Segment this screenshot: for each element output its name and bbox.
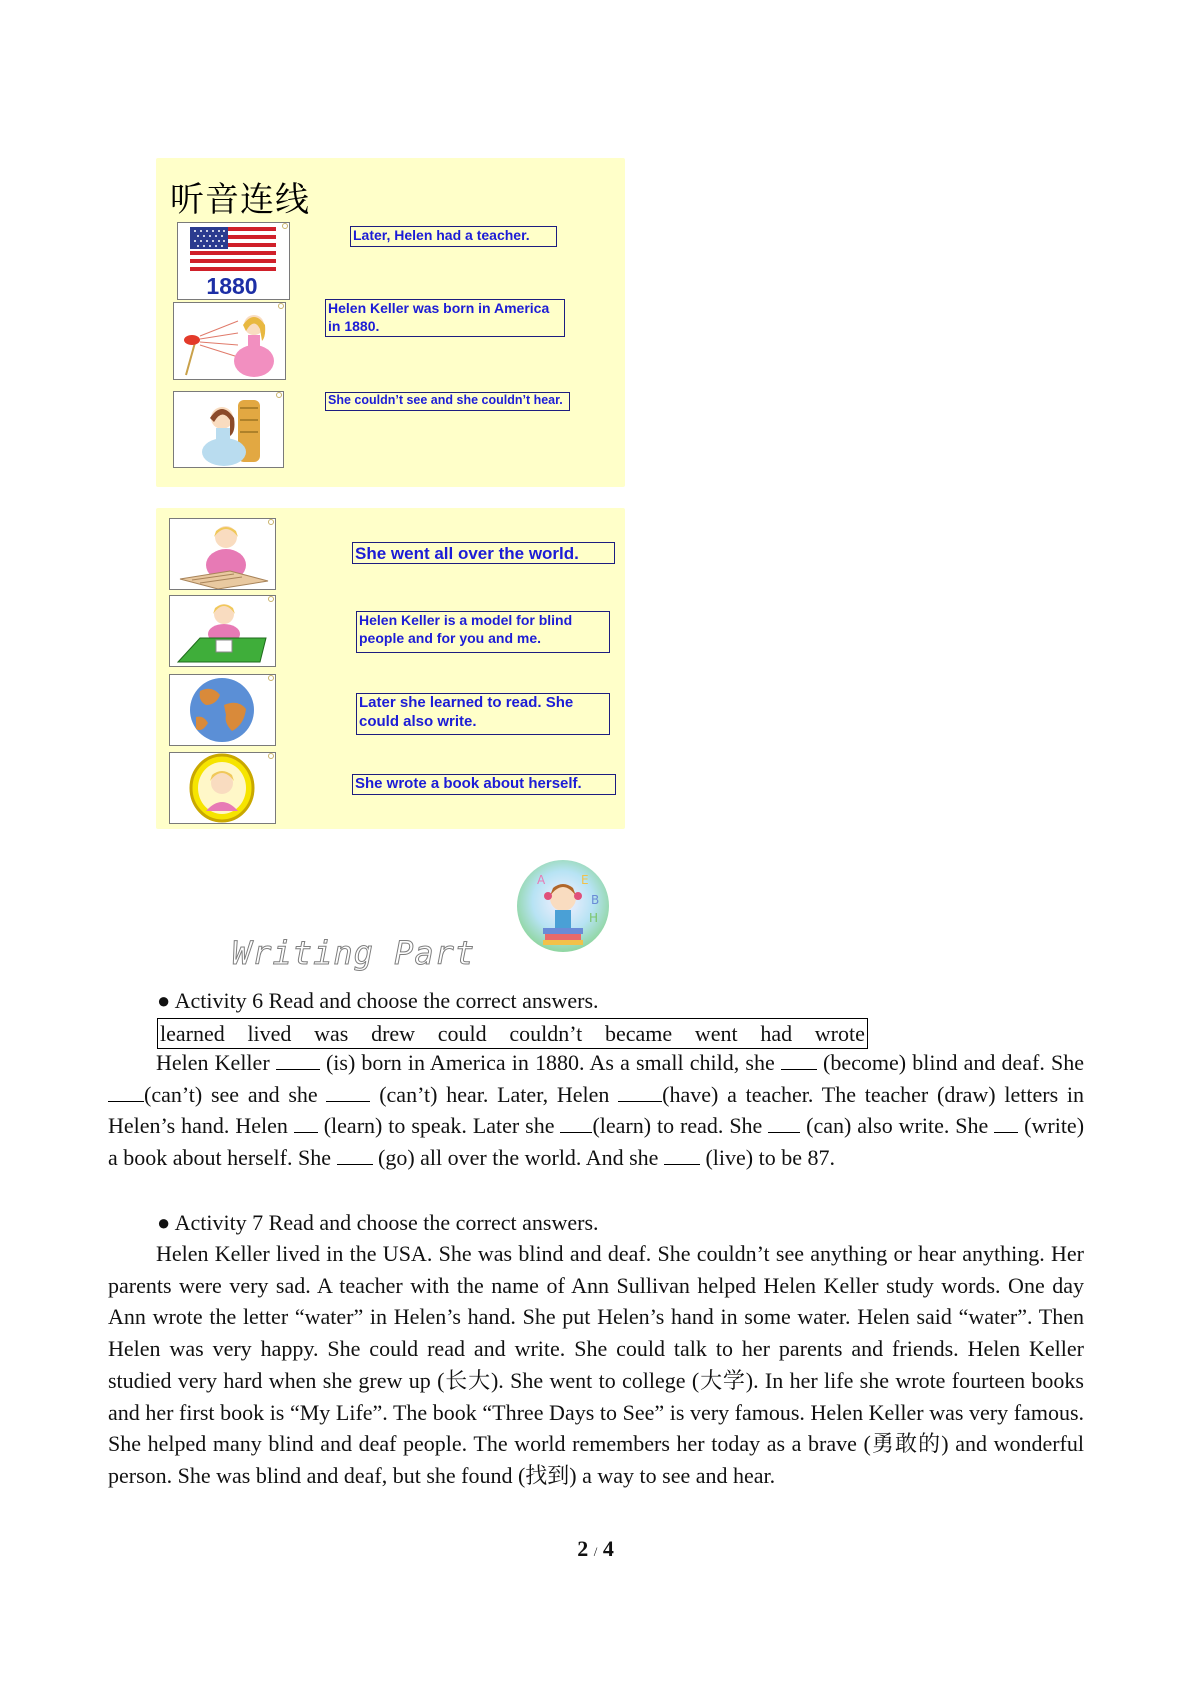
portrait-frame-icon bbox=[170, 753, 275, 823]
girl-writing-icon bbox=[170, 596, 275, 666]
word-bank-item: went bbox=[694, 1020, 738, 1046]
cloze-text: (have) a teacher. The teacher (draw) letters in Helen’s hand. Helen bbox=[108, 1081, 1085, 1139]
cloze-text: (learn) to read. She bbox=[592, 1113, 769, 1139]
us-flag-picture bbox=[177, 222, 290, 300]
sentence-learned-to-read: Later she learned to read. She could also write. bbox=[356, 693, 610, 735]
cloze-text: (write) a book about herself. She bbox=[108, 1113, 1085, 1171]
cloze-text: (live) to be 87. bbox=[699, 1145, 835, 1171]
answer-blank[interactable] bbox=[276, 1051, 320, 1070]
listening-panel-1 bbox=[156, 158, 625, 487]
globe-picture bbox=[169, 674, 276, 746]
word-bank-item: lived bbox=[247, 1020, 292, 1046]
girl-hearing-icon bbox=[174, 303, 285, 379]
answer-blank[interactable] bbox=[781, 1051, 817, 1070]
activity-7-heading: ● Activity 7 Read and choose the correct answers. bbox=[157, 1210, 599, 1235]
us-flag-icon bbox=[178, 223, 289, 299]
answer-blank[interactable] bbox=[337, 1146, 373, 1165]
answer-blank[interactable] bbox=[664, 1146, 700, 1165]
cloze-text: (can’t) see and she bbox=[144, 1081, 327, 1107]
cloze-text: (is) born in America in 1880. As a small child, she bbox=[319, 1050, 781, 1075]
globe-icon bbox=[170, 675, 275, 745]
activity-7-reading-passage: Helen Keller lived in the USA. She was blind and deaf. She couldn’t see anything or hear anything. Her parents were very sad. A teacher with the name of Ann Sullivan helped Helen Keller study words. One day Ann wrote the letter “water” in Helen’s hand. She put Helen’s hand in some water. Helen said “water”. Then Helen was very happy. She could read and write. She could talk to her parents and friends. Helen Keller studied very hard when she grew up (长大). She went to college (大学). In her life she wrote fourteen books and her first book is “My Life”. The book “Three Days to See” is very famous. Helen Keller was very famous. She helped many blind and deaf people. The world remembers her today as a brave (勇敢的) and wonderful person. She was blind and deaf, but she found (找到) a way to see and hear. bbox=[108, 1241, 1084, 1488]
sentence-went-all-over-world: She went all over the world. bbox=[352, 542, 615, 564]
word-bank-item: had bbox=[760, 1020, 793, 1046]
word-bank-item: was bbox=[314, 1020, 349, 1046]
svg-text:A: A bbox=[537, 873, 546, 887]
sentence-had-teacher: Later, Helen had a teacher. bbox=[350, 226, 557, 247]
sentence-wrote-book: She wrote a book about herself. bbox=[352, 774, 616, 795]
girl-reading-icon bbox=[170, 519, 275, 589]
word-bank-item: learned bbox=[160, 1020, 225, 1046]
girl-with-bell-picture bbox=[173, 302, 286, 380]
sentence-model-for-blind: Helen Keller is a model for blind people and for you and me. bbox=[356, 611, 610, 653]
page-separator: / bbox=[593, 1544, 598, 1559]
seated-girl-icon bbox=[174, 392, 283, 467]
page-number bbox=[0, 1536, 1191, 1562]
word-bank-item: became bbox=[604, 1020, 673, 1046]
student-with-books-icon bbox=[515, 858, 611, 954]
cloze-text: Helen Keller bbox=[156, 1050, 276, 1075]
girl-writing-picture bbox=[169, 595, 276, 667]
flag-year-label: 1880 bbox=[206, 273, 258, 299]
cloze-text: (can’t) hear. Later, Helen bbox=[370, 1081, 619, 1107]
girl-reading-picture bbox=[169, 518, 276, 590]
svg-text:H: H bbox=[589, 911, 599, 925]
activity-6-cloze-paragraph bbox=[108, 1047, 1084, 1174]
answer-blank[interactable] bbox=[618, 1083, 662, 1102]
page-total: 4 bbox=[602, 1536, 614, 1561]
cloze-text: (become) blind and deaf. She bbox=[816, 1050, 1085, 1075]
writing-part-heading: Writing Part bbox=[232, 934, 476, 972]
svg-text:E: E bbox=[581, 873, 589, 887]
answer-blank[interactable] bbox=[994, 1114, 1018, 1133]
panel-title: 听音连线 bbox=[170, 180, 310, 220]
sentence-couldnt-see-hear: She couldn’t see and she couldn’t hear. bbox=[325, 392, 570, 411]
activity-6-heading: ● Activity 6 Read and choose the correct answers. bbox=[157, 988, 599, 1013]
helen-portrait-picture bbox=[169, 752, 276, 824]
word-bank-item: wrote bbox=[814, 1020, 865, 1046]
cloze-text: (can) also write. She bbox=[800, 1113, 995, 1139]
sentence-born-in-america: Helen Keller was born in America in 1880. bbox=[325, 299, 565, 337]
cloze-text: (go) all over the world. And she bbox=[372, 1145, 664, 1171]
seated-girl-picture bbox=[173, 391, 284, 468]
listening-panel-2 bbox=[156, 508, 625, 829]
word-bank bbox=[157, 1018, 868, 1049]
answer-blank[interactable] bbox=[294, 1114, 318, 1133]
writing-badge-picture bbox=[515, 858, 611, 954]
cloze-text: (learn) to speak. Later she bbox=[317, 1113, 561, 1139]
word-bank-item: couldn’t bbox=[509, 1020, 583, 1046]
answer-blank[interactable] bbox=[108, 1083, 144, 1102]
page-current: 2 bbox=[577, 1536, 589, 1561]
word-bank-item: could bbox=[437, 1020, 487, 1046]
answer-blank[interactable] bbox=[560, 1114, 592, 1133]
svg-text:B: B bbox=[591, 893, 600, 907]
answer-blank[interactable] bbox=[768, 1114, 800, 1133]
answer-blank[interactable] bbox=[326, 1083, 370, 1102]
word-bank-item: drew bbox=[371, 1020, 416, 1046]
